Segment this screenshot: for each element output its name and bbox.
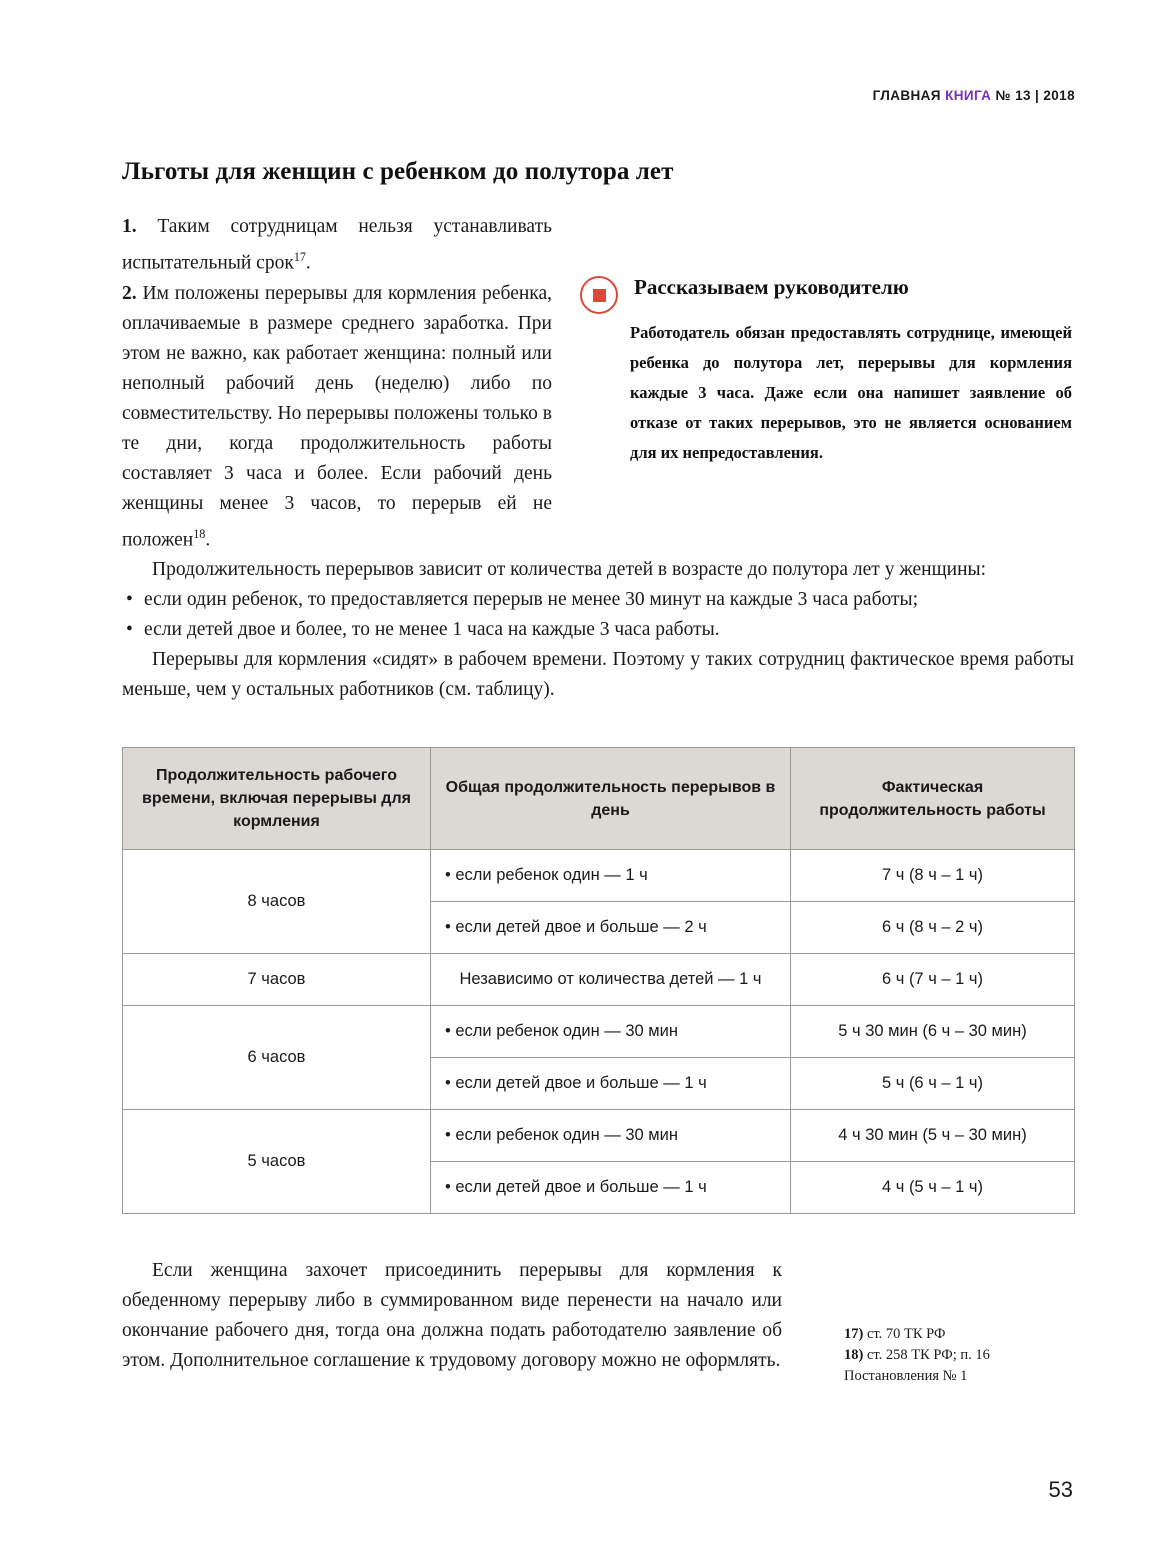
cell-actual: 4 ч (5 ч – 1 ч) — [791, 1162, 1075, 1214]
table-row — [123, 954, 1075, 1006]
table-header-row — [123, 748, 1075, 850]
cell-actual: 5 ч (6 ч – 1 ч) — [791, 1058, 1075, 1110]
list-item: • если один ребенок, то предоставляется перерыв не менее 30 минут на каждые 3 часа работы; — [122, 585, 1074, 615]
footnote-ref-18: 18 — [193, 526, 206, 541]
cell-breaks: • если детей двое и больше — 1 ч — [431, 1162, 791, 1214]
table-row — [123, 1006, 1075, 1058]
column-header-actual: Фактическая продолжительность работы — [791, 748, 1075, 850]
paragraph-1-tail: . — [305, 252, 311, 274]
work-time-table — [122, 747, 1075, 1214]
paragraph-2 — [122, 279, 552, 556]
paragraph-1-text: Таким сотрудницам нельзя устанавливать испытательный срок — [122, 216, 552, 274]
footnotes — [844, 1324, 1074, 1387]
paragraph-2-text: Им положены перерывы для кормления ребенка, оплачиваемые в размере среднего заработка. При этом не важно, как работает женщина: полный или неполный рабочий день (неделю) либо по совместительству. Но перерывы положены только в те дни, когда продолжительность работы составляет 3 часа и более. Если рабочий день женщины менее 3 часов, то перерыв ей не положен — [122, 282, 552, 550]
table-container — [122, 747, 1074, 1214]
footnote-18-continuation: Постановления № 1 — [844, 1368, 968, 1384]
list-item: • если детей двое и более, то не менее 1 часа на каждые 3 часа работы. — [122, 615, 1074, 645]
brand-accent: КНИГА — [945, 88, 992, 103]
stop-square-icon — [580, 276, 618, 314]
footnote-17-number: 17) — [844, 1326, 864, 1342]
cell-actual: 5 ч 30 мин (6 ч – 30 мин) — [791, 1006, 1075, 1058]
footnote-ref-17: 17 — [293, 250, 306, 264]
page-title: Льготы для женщин с ребенком до полутора лет — [122, 158, 674, 185]
cell-worktime: 7 часов — [123, 954, 431, 1006]
table-row — [123, 1110, 1075, 1162]
footnote-18 — [844, 1345, 1074, 1366]
cell-actual: 4 ч 30 мин (5 ч – 30 мин) — [791, 1110, 1075, 1162]
footnote-17 — [844, 1324, 1074, 1345]
cell-worktime: 8 часов — [123, 850, 431, 954]
cell-breaks: • если детей двое и больше — 2 ч — [431, 902, 791, 954]
paragraph-1 — [122, 212, 552, 279]
paragraph-4: Перерывы для кормления «сидят» в рабочем времени. Поэтому у таких сотрудниц фактическое время работы меньше, чем у остальных работников (см. таблицу). — [122, 649, 1074, 700]
callout-title: Рассказываем руководителю — [634, 275, 909, 299]
cell-breaks: • если детей двое и больше — 1 ч — [431, 1058, 791, 1110]
brand-main: ГЛАВНАЯ — [872, 88, 941, 103]
column-header-worktime: Продолжительность рабочего времени, включая перерывы для кормления — [123, 748, 431, 850]
bullet-list — [122, 585, 1074, 645]
cell-actual: 6 ч (8 ч – 2 ч) — [791, 902, 1075, 954]
callout-text: Работодатель обязан предоставлять сотруднице, имеющей ребенка до полутора лет, перерывы для кормления каждые 3 часа. Даже если она напишет заявление об отказе от таких перерывов, это не является основанием для их непредоставления. — [630, 323, 1072, 462]
paragraph-2-tail: . — [205, 529, 211, 550]
cell-actual: 6 ч (7 ч – 1 ч) — [791, 954, 1075, 1006]
paragraph-5: Если женщина захочет присоединить перерывы для кормления к обеденному перерыву либо в суммированном виде перенести на начало или окончание рабочего дня, тогда она должна подать работодателю заявление об этом. Дополнительное соглашение к трудовому договору можно не оформлять. — [122, 1260, 782, 1371]
cell-breaks: Независимо от количества детей — 1 ч — [431, 954, 791, 1006]
article-body — [122, 158, 1074, 1384]
closing-zone — [122, 1256, 1074, 1384]
cell-actual: 7 ч (8 ч – 1 ч) — [791, 850, 1075, 902]
footnote-17-text: ст. 70 ТК РФ — [863, 1326, 946, 1342]
paragraph-1-number: 1. — [122, 216, 137, 237]
callout-box — [580, 274, 1072, 468]
intro-left-column — [122, 212, 552, 555]
closing-text — [122, 1256, 782, 1376]
cell-worktime: 5 часов — [123, 1110, 431, 1214]
magazine-header — [873, 88, 1075, 103]
intro-zone — [122, 212, 1074, 555]
paragraph-3: Продолжительность перерывов зависит от количества детей в возрасте до полутора лет у женщины: — [152, 559, 987, 580]
column-header-breaks: Общая продолжительность перерывов в день — [431, 748, 791, 850]
paragraph-2-number: 2. — [122, 282, 137, 304]
cell-breaks: • если ребенок один — 30 мин — [431, 1110, 791, 1162]
footnote-18-text: ст. 258 ТК РФ; п. 16 — [863, 1347, 990, 1363]
footnote-18-number: 18) — [844, 1347, 864, 1363]
cell-worktime: 6 часов — [123, 1006, 431, 1110]
article-flow — [122, 555, 1074, 705]
issue-info: № 13 | 2018 — [995, 88, 1075, 103]
cell-breaks: • если ребенок один — 1 ч — [431, 850, 791, 902]
cell-breaks: • если ребенок один — 30 мин — [431, 1006, 791, 1058]
page-number: 53 — [1048, 1477, 1073, 1502]
table-row — [123, 850, 1075, 902]
callout-header — [580, 274, 1072, 314]
